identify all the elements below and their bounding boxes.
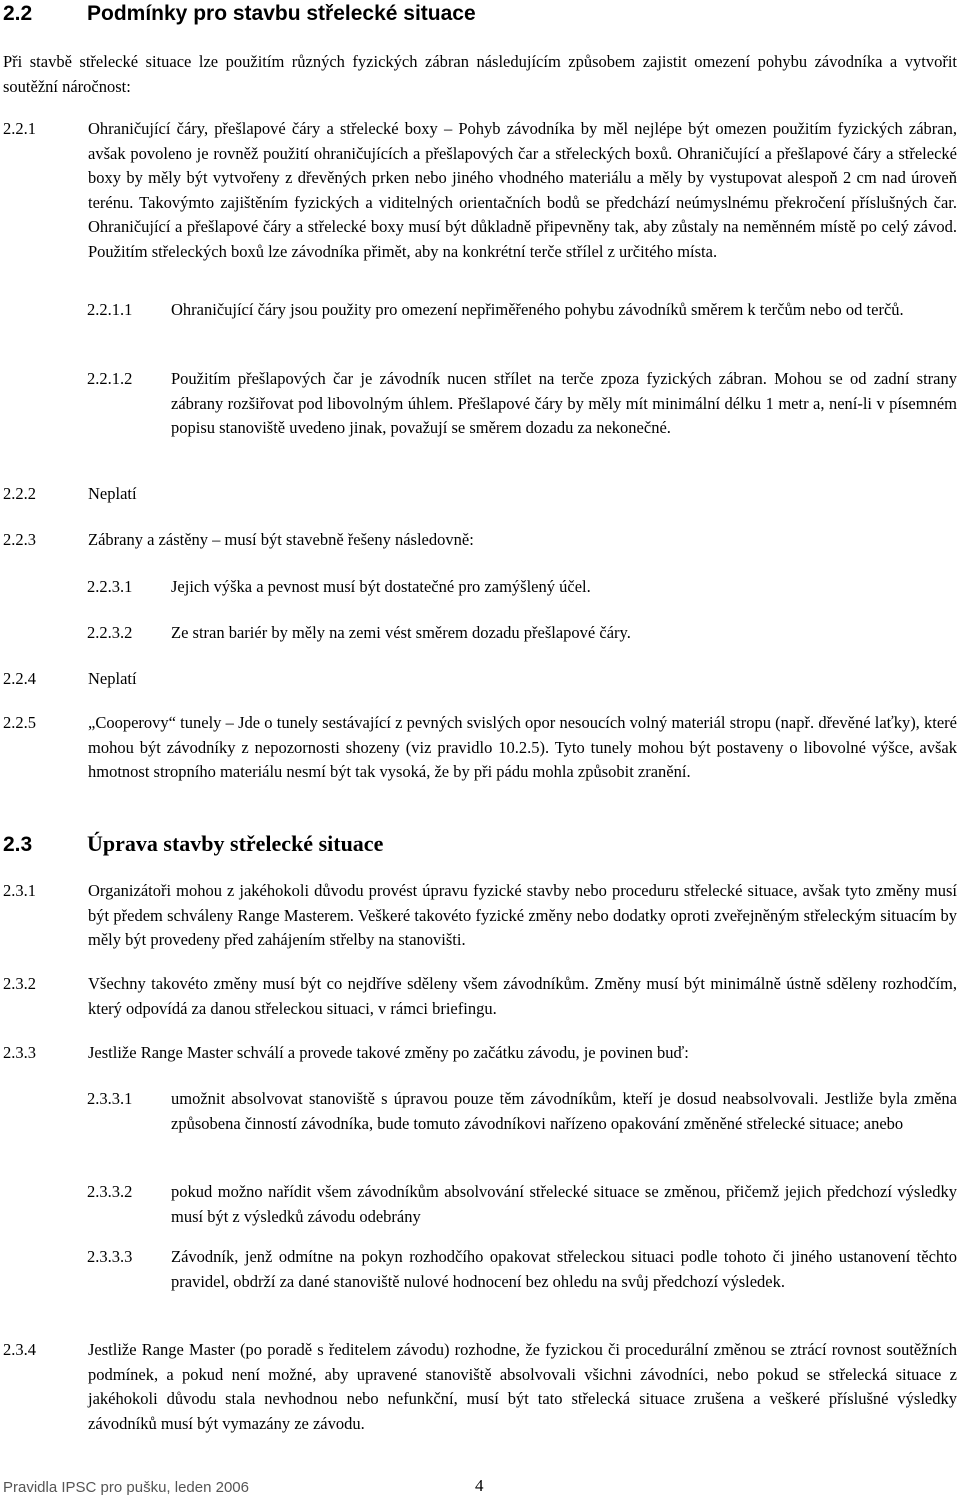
paragraph-number: 2.3.3.1: [87, 1089, 133, 1108]
paragraph-2-3-1: [3, 879, 957, 953]
paragraph-number: 2.2.1.2: [87, 369, 133, 388]
paragraph-text: Použitím přešlapových čar je závodník nucen střílet na terče zpoza fyzických zábran. Mohou se od zadní strany zábrany rozšiřovat pod libovolným úhlem. Přešlapové čáry by měly mít minimální délku 1 metr a, není-li v písemném popisu stanoviště uvedeno jinak, považují se směrem dozadu za nekonečné.: [171, 369, 957, 437]
paragraph-2-3-3: [3, 1041, 957, 1066]
paragraph-2-3-3-3: [87, 1245, 957, 1294]
paragraph-number: 2.3.3: [3, 1043, 36, 1062]
paragraph-2-3-3-1: [87, 1087, 957, 1136]
paragraph-text: „Cooperovy“ tunely – Jde o tunely sestávající z pevných svislých opor nesoucích volný materiál stropu (např. dřevěné laťky), které mohou být závodníky z nepozornosti shozeny (viz pravidlo 10.2.5). Tyto tunely mohou být postaveny o libovolné výšce, avšak hmotnost stropního materiálu nesmí být tak vysoká, že by při pádu mohla způsobit zranění.: [88, 713, 957, 781]
section-number: 2.3: [3, 833, 33, 856]
paragraph-text: Neplatí: [88, 484, 137, 503]
paragraph-number: 2.2.4: [3, 669, 36, 688]
footer-text: Pravidla IPSC pro pušku, leden 2006: [3, 1479, 249, 1496]
paragraph-number: 2.3.3.3: [87, 1247, 133, 1266]
paragraph-number: 2.3.2: [3, 974, 36, 993]
section-title: Podmínky pro stavbu střelecké situace: [87, 2, 476, 25]
paragraph-text: Zábrany a zástěny – musí být stavebně řešeny následovně:: [88, 530, 474, 549]
paragraph-number: 2.3.1: [3, 881, 36, 900]
paragraph-text: Ohraničující čáry jsou použity pro omezení nepřiměřeného pohybu závodníků směrem k terčům nebo od terčů.: [171, 300, 904, 319]
section-heading-2-2: [3, 2, 476, 26]
paragraph-2-2-1-2: [87, 367, 957, 441]
paragraph-number: 2.2.2: [3, 484, 36, 503]
paragraph-text: Závodník, jenž odmítne na pokyn rozhodčího opakovat střeleckou situaci podle tohoto či jiného ustanovení těchto pravidel, obdrží za dané stanoviště nulové hodnocení bez ohledu na svůj předchozí výsledek.: [171, 1247, 957, 1291]
paragraph-number: 2.2.3: [3, 530, 36, 549]
section-number: 2.2: [3, 2, 33, 25]
paragraph-2-2-3-1: [87, 575, 957, 600]
paragraph-2-3-2: [3, 972, 957, 1021]
paragraph-text: umožnit absolvovat stanoviště s úpravou pouze těm závodníkům, kteří je dosud neabsolvovali. Jestliže byla změna způsobena činností závodníka, bude tomuto závodníkovi nařízeno opakování změněné střelecké situace; anebo: [171, 1089, 957, 1133]
paragraph-2-3-3-2: [87, 1180, 957, 1229]
section-heading-2-3: [3, 831, 383, 857]
paragraph-text: Organizátoři mohou z jakéhokoli důvodu provést úpravu fyzické stavby nebo proceduru střelecké situace, avšak tyto změny musí být předem schváleny Range Masterem. Veškeré takovéto fyzické změny nebo dodatky oproti zveřejněným střeleckým situacím by měly být provedeny před zahájením střelby na stanovišti.: [88, 881, 957, 949]
paragraph-text: Jejich výška a pevnost musí být dostatečné pro zamýšlený účel.: [171, 577, 591, 596]
paragraph-number: 2.3.4: [3, 1340, 36, 1359]
paragraph-2-2-5: [3, 711, 957, 785]
section-title: Úprava stavby střelecké situace: [87, 831, 384, 856]
paragraph-number: 2.2.1: [3, 119, 36, 138]
paragraph-2-2-1-1: [87, 298, 957, 323]
paragraph-2-2-3-2: [87, 621, 957, 646]
paragraph-2-3-4: [3, 1338, 957, 1436]
paragraph-number: 2.2.3.2: [87, 623, 133, 642]
paragraph-text: Neplatí: [88, 669, 137, 688]
paragraph-text: Jestliže Range Master schválí a provede takové změny po začátku závodu, je povinen buď:: [88, 1043, 689, 1062]
paragraph-text: Ze stran bariér by měly na zemi vést směrem dozadu přešlapové čáry.: [171, 623, 631, 642]
page-number: 4: [475, 1476, 484, 1495]
paragraph-text: Ohraničující čáry, přešlapové čáry a střelecké boxy – Pohyb závodníka by měl nejlépe být omezen použitím fyzických zábran, avšak povoleno je rovněž použití ohraničujících a přešlapových čar a střeleckých boxů. Ohraničující a přešlapové čáry a střelecké boxy by měly být vytvořeny z dřevěných prken nebo jiného vhodného materiálu a měly by vystupovat alespoň 2 cm nad úroveň terénu. Takovýmto zajištěním fyzických a viditelných orientačních bodů se předchází neúmyslnému překročení příslušných čar. Ohraničující a přešlapové čáry a střelecké boxy musí být důkladně připevněny tak, aby zůstaly na neměnném místě po celý závod. Použitím střeleckých boxů lze závodníka přimět, aby na konkrétní terče střílel z určitého místa.: [88, 119, 957, 261]
paragraph-2-2-3: [3, 528, 957, 553]
paragraph-2-2-1: [3, 117, 957, 264]
paragraph-number: 2.2.1.1: [87, 300, 133, 319]
paragraph-text: Jestliže Range Master (po poradě s ředitelem závodu) rozhodne, že fyzickou či procedurální změnou se ztrácí rovnost soutěžních podmínek, a pokud není možné, aby upravené stanoviště absolvovali všichni závodníci, nebo pokud se střelecká situace z jakéhokoli důvodu stala nevhodnou nebo nefunkční, musí být tato střelecká situace zrušena a veškeré příslušné výsledky závodníků musí být vymazány ze závodu.: [88, 1340, 957, 1433]
paragraph-number: 2.2.5: [3, 713, 36, 732]
paragraph-2-2-4: [3, 667, 957, 692]
intro-paragraph: Při stavbě střelecké situace lze použitím různých fyzických zábran následujícím způsobem zajistit omezení pohybu závodníka a vytvořit soutěžní náročnost:: [3, 52, 957, 96]
paragraph-text: pokud možno nařídit všem závodníkům absolvování střelecké situace se změnou, přičemž jejich předchozí výsledky musí být z výsledků závodu odebrány: [171, 1182, 957, 1226]
paragraph-2-2-2: [3, 482, 957, 507]
paragraph-number: 2.2.3.1: [87, 577, 133, 596]
paragraph-number: 2.3.3.2: [87, 1182, 133, 1201]
paragraph-text: Všechny takovéto změny musí být co nejdříve sděleny všem závodníkům. Změny musí být minimálně ústně sděleny rozhodčím, který odpovídá za danou střeleckou situaci, v rámci briefingu.: [88, 974, 957, 1018]
